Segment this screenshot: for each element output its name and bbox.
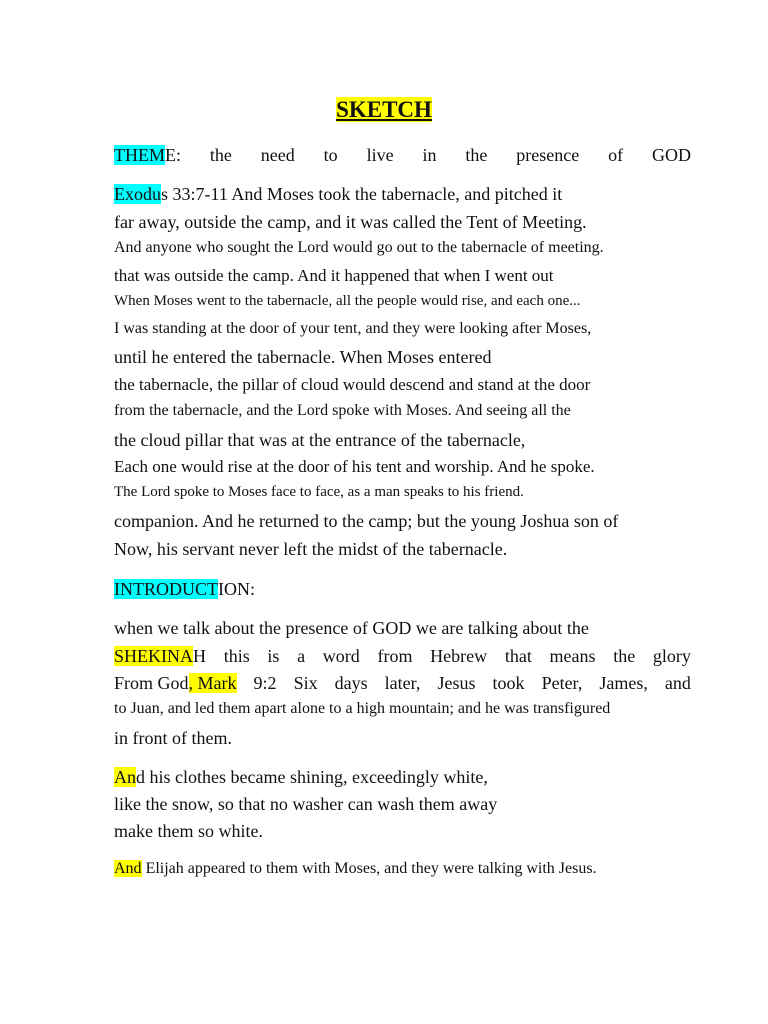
intro-line-4: to Juan, and led them apart alone to a high mountain; and he was transfigured: [114, 700, 611, 717]
word-text: of: [608, 145, 624, 165]
intro-line-3: [114, 673, 691, 694]
word-text: live: [366, 145, 394, 165]
word-text: and: [664, 673, 691, 693]
word-text: Peter,: [541, 673, 583, 693]
para3-line: [114, 860, 597, 878]
exodus-line: from the tabernacle, and the Lord spoke with Moses. And seeing all the: [114, 402, 571, 419]
word-text: the: [465, 145, 488, 165]
para2-highlight: An: [114, 767, 136, 787]
mark-ref: [114, 673, 237, 694]
from-god-text: From God: [114, 673, 189, 693]
word-text: need: [260, 145, 295, 165]
para2-line-2: like the snow, so that no washer can wash them away: [114, 794, 498, 814]
word-text: to: [323, 145, 338, 165]
intro-line-2: [114, 646, 691, 667]
exodus-line: the tabernacle, the pillar of cloud would descend and stand at the door: [114, 375, 591, 394]
word-text: word: [322, 646, 360, 666]
introduction-heading: [114, 579, 255, 600]
word-text: Jesus: [437, 673, 476, 693]
exodus-line: that was outside the camp. And it happened that when I went out: [114, 266, 554, 285]
exodus-line: until he entered the tabernacle. When Moses entered: [114, 347, 492, 367]
word-text: is: [267, 646, 280, 666]
exodus-line: far away, outside the camp, and it was called the Tent of Meeting.: [114, 212, 587, 232]
word-text: means: [549, 646, 596, 666]
mark-highlight: , Mark: [188, 673, 237, 693]
para2-line-3: make them so white.: [114, 821, 263, 841]
word-text: presence: [516, 145, 580, 165]
title-text: SKETCH: [336, 97, 432, 122]
exodus-line: When Moses went to the tabernacle, all the people would rise, and each one...: [114, 293, 581, 309]
intro-line-1: when we talk about the presence of GOD we are talking about the: [114, 618, 589, 638]
introduction-label-highlight: INTRODUCT: [114, 579, 218, 599]
exodus-line-1: [114, 184, 562, 205]
word-text: James,: [599, 673, 648, 693]
word-text: later,: [384, 673, 421, 693]
exodus-line: companion. And he returned to the camp; but the young Joshua son of: [114, 511, 619, 531]
word-text: that: [504, 646, 532, 666]
exodus-ref-rest: s 33:7-11 And Moses took the tabernacle, and pitched it: [161, 184, 563, 204]
exodus-line: the cloud pillar that was at the entrance of the tabernacle,: [114, 430, 526, 450]
word-text: 9:2: [253, 673, 277, 693]
exodus-line: Each one would rise at the door of his tent and worship. And he spoke.: [114, 457, 595, 476]
intro-line-5: in front of them.: [114, 728, 232, 748]
shekinah-highlight: SHEKINA: [114, 646, 193, 666]
theme-label: [114, 145, 181, 166]
word-text: the: [209, 145, 232, 165]
para3-rest: Elijah appeared to them with Moses, and they were talking with Jesus.: [141, 860, 597, 877]
exodus-line: Now, his servant never left the midst of the tabernacle.: [114, 539, 508, 559]
word-text: GOD: [652, 145, 691, 165]
shekinah-word: [114, 646, 206, 667]
para2-line-1: [114, 767, 488, 788]
word-text: glory: [652, 646, 691, 666]
word-text: from: [377, 646, 413, 666]
theme-line: [114, 145, 691, 166]
exodus-line: The Lord spoke to Moses face to face, as a man speaks to his friend.: [114, 484, 524, 500]
para2-rest: d his clothes became shining, exceedingly white,: [136, 767, 488, 787]
word-text: the: [613, 646, 636, 666]
introduction-label-rest: ION:: [218, 579, 255, 599]
word-text: Hebrew: [430, 646, 488, 666]
exodus-ref-highlight: Exodu: [114, 184, 161, 204]
exodus-line: And anyone who sought the Lord would go out to the tabernacle of meeting.: [114, 239, 604, 256]
word-text: this: [223, 646, 250, 666]
word-text: in: [422, 145, 437, 165]
theme-label-rest: E:: [165, 145, 181, 165]
word-text: Six: [293, 673, 318, 693]
word-text: H: [193, 646, 206, 666]
document-title: [0, 97, 768, 123]
word-text: took: [492, 673, 525, 693]
word-text: a: [297, 646, 306, 666]
para3-highlight: And: [114, 860, 142, 877]
word-text: days: [334, 673, 368, 693]
exodus-line: I was standing at the door of your tent, and they were looking after Moses,: [114, 320, 592, 337]
theme-label-highlight: THEM: [114, 145, 165, 165]
